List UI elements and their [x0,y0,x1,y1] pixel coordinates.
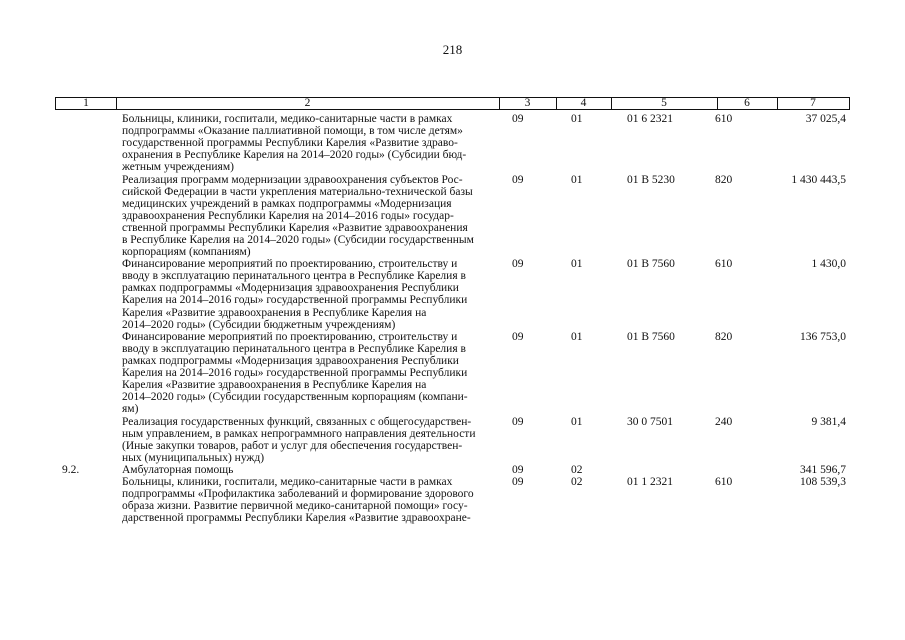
section-code: 09 [512,415,524,428]
description-line: охранения в Республике Карелия на 2014–2020 годы» (Субсидии бюд- [122,149,467,162]
description-line: ям) [122,403,139,416]
subsection-code: 01 [571,415,583,428]
subsection-code: 01 [571,330,583,343]
target-article-code: 01 В 7560 [627,258,675,271]
row-description [122,113,494,173]
amount: 341 596,7 [800,463,846,476]
header-cell-4: 4 [580,97,587,109]
expense-type-code: 610 [715,113,733,125]
description-line: ственной программы Республики Карелия «Развитие здравоохранения [122,221,468,234]
expense-type-code: 610 [715,476,733,488]
description-line: медицинских учреждений в рамках подпрограммы «Модернизация [122,197,452,210]
table-header [55,97,850,110]
row-description [122,464,494,476]
description-line: Реализация государственных функций, связанных с общегосударствен- [122,415,472,428]
description-line: ных (муниципальных) нужд) [122,451,265,464]
description-line: подпрограммы «Профилактика заболеваний и формирование здорового [122,488,474,501]
expense-type-code: 820 [715,173,733,186]
section-code: 09 [512,113,524,125]
row-description [122,258,494,331]
row-description [122,331,494,416]
description-line: Реализация программ модернизации здравоохранения субъектов Рос- [122,173,463,186]
description-line: Финансирование мероприятий по проектированию, строительству и [122,258,458,271]
description-line: государственной программы Республики Карелия «Развитие здраво- [122,137,458,150]
subsection-code: 01 [571,258,583,271]
description-line: 2014–2020 годы» (Субсидии бюджетным учреждениям) [122,318,396,331]
subsection-code: 01 [571,113,583,125]
description-line: рамках подпрограммы «Модернизация здравоохранения Республики [122,354,459,367]
section-code: 09 [512,173,524,186]
amount: 1 430 443,5 [791,173,846,186]
header-cell-3: 3 [524,97,531,109]
description-line: здравоохранения Республики Карелия на 2014–2016 годы» государ- [122,209,454,222]
description-line: корпорациям (компаниям) [122,246,251,259]
description-line: Амбулаторная помощь [122,463,234,476]
row-description [122,174,494,259]
expense-type-code: 820 [715,330,733,343]
amount: 1 430,0 [811,258,846,271]
description-line: Карелия на 2014–2016 годы» государственной программы Республики [122,367,468,380]
subsection-code: 01 [571,173,583,186]
description-line: Карелия на 2014–2016 годы» государственной программы Республики [122,294,468,307]
header-cell-6: 6 [744,97,750,109]
amount: 108 539,3 [800,476,846,488]
expense-type-code: 610 [715,258,733,271]
description-line: Карелия «Развитие здравоохранения в Республике Карелия на [122,379,427,392]
header-cell-2: 2 [304,97,311,109]
description-line: 2014–2020 годы» (Субсидии государственным корпорациям (компани- [122,391,468,404]
section-code: 09 [512,258,524,271]
description-line: в Республике Карелия на 2014–2020 годы» (Субсидии государственным [122,233,474,246]
amount: 37 025,4 [805,113,846,125]
header-cell-5: 5 [661,97,667,109]
description-line: Карелия «Развитие здравоохранения в Республике Карелия на [122,306,427,319]
description-line: Финансирование мероприятий по проектированию, строительству и [122,330,458,343]
description-line: образа жизни. Развитие первичной медико-санитарной помощи» госу- [122,500,468,513]
description-line: рамках подпрограммы «Модернизация здравоохранения Республики [122,282,459,295]
target-article-code: 01 6 2321 [627,113,673,125]
target-article-code: 01 В 5230 [627,173,675,186]
description-line: жетным учреждениям) [122,161,234,174]
subsection-code: 02 [571,476,583,488]
page-number: 218 [442,42,463,57]
description-line: сийской Федерации в части укрепления материально-технической базы [122,185,473,198]
expense-type-code: 240 [715,415,733,428]
target-article-code: 30 0 7501 [627,415,673,428]
header-cell-1: 1 [83,97,89,109]
subsection-code: 02 [571,463,583,476]
section-code: 09 [512,330,524,343]
section-code: 09 [512,463,524,476]
description-line: дарственной программы Республики Карелия «Развитие здравоохране- [122,512,471,525]
description-line: Больницы, клиники, госпитали, медико-санитарные части в рамках [122,476,453,488]
description-line: Больницы, клиники, госпитали, медико-санитарные части в рамках [122,113,453,125]
description-line: подпрограммы «Оказание паллиативной помощи, в том числе детям» [122,125,463,138]
description-line: ным управлением, в рамках непрограммного направления деятельности [122,427,476,440]
description-line: (Иные закупки товаров, работ и услуг для обеспечения государствен- [122,439,463,452]
target-article-code: 01 В 7560 [627,330,675,343]
row-description [122,476,494,524]
description-line: вводу в эксплуатацию перинатального центра в Республике Карелия в [122,270,466,283]
row-description [122,416,494,464]
amount: 9 381,4 [811,415,846,428]
header-cell-7: 7 [810,97,816,109]
section-code: 09 [512,476,524,488]
target-article-code: 01 1 2321 [627,476,673,488]
row-number: 9.2. [62,463,80,476]
amount: 136 753,0 [800,330,846,343]
description-line: вводу в эксплуатацию перинатального центра в Республике Карелия в [122,342,466,355]
